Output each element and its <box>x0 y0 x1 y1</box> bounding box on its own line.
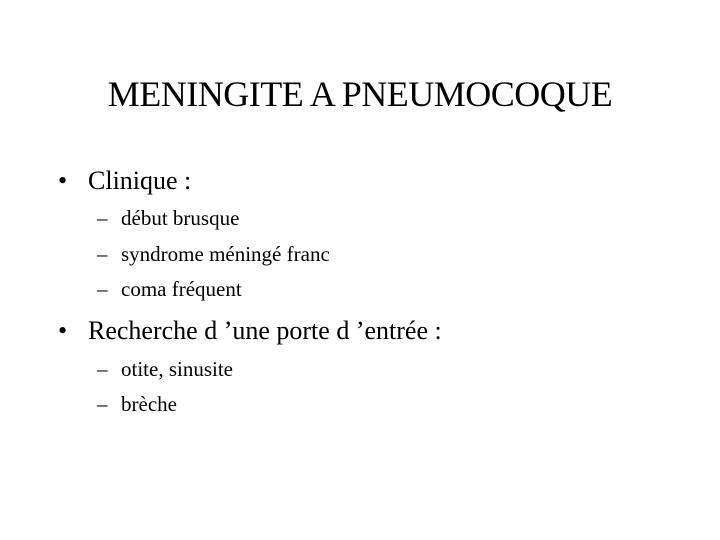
dash-marker: – <box>97 392 108 416</box>
subitem <box>97 356 233 382</box>
dash-marker: – <box>97 206 108 230</box>
subitem-text: début brusque <box>121 206 240 230</box>
dash-marker: – <box>97 357 108 381</box>
bullet-recherche <box>58 316 442 346</box>
subitem-text: coma fréquent <box>121 277 242 301</box>
dash-marker: – <box>97 277 108 301</box>
bullet-marker: • <box>58 166 68 195</box>
bullet-clinique <box>58 166 191 196</box>
slide-title: MENINGITE A PNEUMOCOQUE <box>107 74 613 114</box>
dash-marker: – <box>97 242 108 266</box>
subitem-text: syndrome méningé franc <box>121 242 330 266</box>
subitem <box>97 241 330 267</box>
subitem <box>97 276 242 302</box>
bullet-text: Recherche d ’une porte d ’entrée : <box>88 316 442 345</box>
subitem <box>97 205 239 231</box>
subitem <box>97 391 177 417</box>
bullet-marker: • <box>58 316 68 345</box>
bullet-text: Clinique : <box>88 166 192 195</box>
subitem-text: otite, sinusite <box>121 357 233 381</box>
subitem-text: brèche <box>121 392 177 416</box>
